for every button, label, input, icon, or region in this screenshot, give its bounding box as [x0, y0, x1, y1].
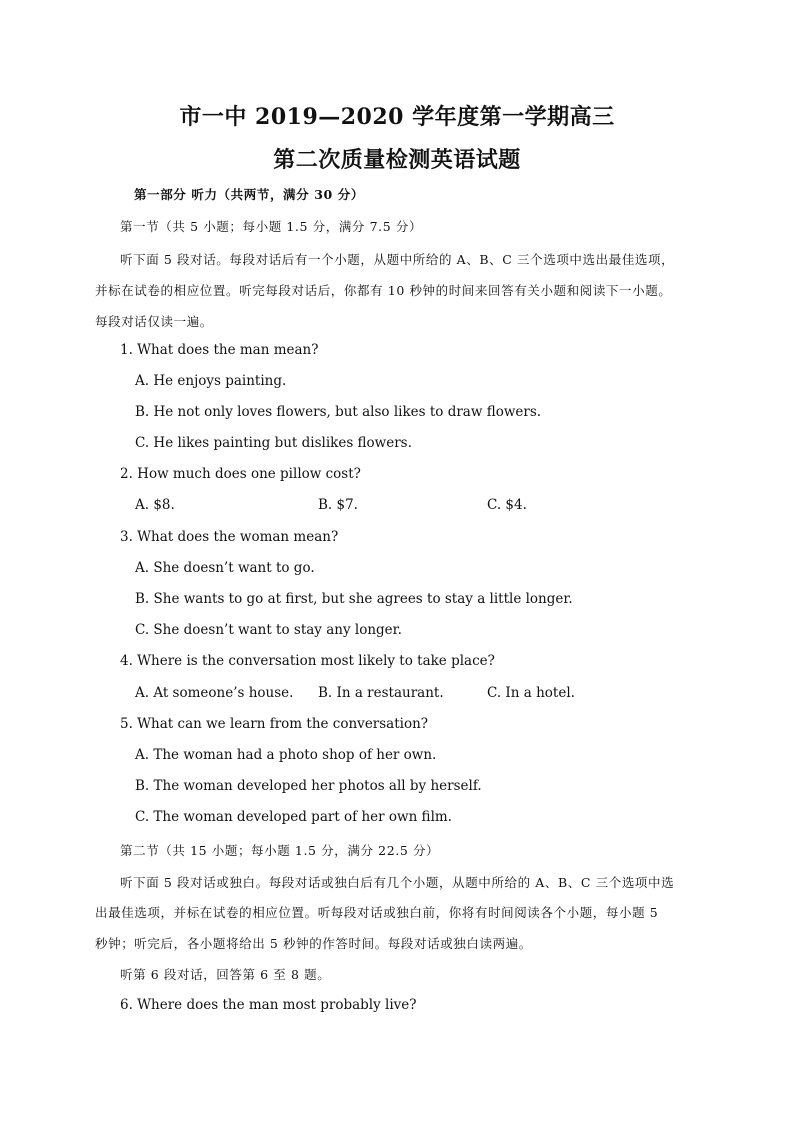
question-5-option-a: A. The woman had a photo shop of her own.	[135, 747, 437, 763]
question-6-stem: 6. Where does the man most probably live?	[120, 997, 417, 1013]
section1-heading: 第一节（共 5 小题；每小题 1.5 分，满分 7.5 分）	[120, 219, 423, 234]
section2-instruction-3: 秒钟；听完后，各小题将给出 5 秒钟的作答时间。每段对话或独白读两遍。	[95, 936, 532, 951]
question-1-option-c: C. He likes painting but dislikes flowers.	[135, 435, 412, 451]
question-5-stem: 5. What can we learn from the conversation?	[120, 716, 429, 732]
question-1-option-a: A. He enjoys painting.	[135, 373, 287, 389]
question-3-option-c: C. She doesn’t want to stay any longer.	[135, 622, 402, 638]
question-4-option-c: C. In a hotel.	[487, 685, 575, 701]
question-4-option-a: A. At someone’s house.	[135, 685, 294, 701]
question-2-option-a: A. $8.	[135, 497, 175, 513]
exam-title-line2: 第二次质量检测英语试题	[273, 147, 521, 173]
section1-instruction-1: 听下面 5 段对话。每段对话后有一个小题，从题中所给的 A、B、C 三个选项中选出最佳选项，	[120, 252, 675, 267]
question-5-option-b: B. The woman developed her photos all by herself.	[135, 778, 482, 794]
question-1-stem: 1. What does the man mean?	[120, 342, 319, 358]
section2-group-note: 听第 6 段对话，回答第 6 至 8 题。	[120, 967, 331, 982]
question-2-option-c: C. $4.	[487, 497, 527, 513]
section2-instruction-1: 听下面 5 段对话或独白。每段对话或独白后有几个小题，从题中所给的 A、B、C 三个选项中选	[120, 875, 675, 890]
exam-title-line1: 市一中 2019—2020 学年度第一学期高三	[179, 104, 615, 130]
section1-instruction-3: 每段对话仅读一遍。	[95, 314, 213, 329]
question-2-stem: 2. How much does one pillow cost?	[120, 466, 361, 482]
question-3-option-b: B. She wants to go at first, but she agrees to stay a little longer.	[135, 591, 573, 607]
question-3-option-a: A. She doesn’t want to go.	[135, 560, 315, 576]
question-3-stem: 3. What does the woman mean?	[120, 529, 339, 545]
question-5-option-c: C. The woman developed part of her own film.	[135, 809, 452, 825]
question-4-stem: 4. Where is the conversation most likely to take place?	[120, 653, 495, 669]
section2-heading: 第二节（共 15 小题；每小题 1.5 分，满分 22.5 分）	[120, 843, 440, 858]
section2-instruction-2: 出最佳选项，并标在试卷的相应位置。听每段对话或独白前，你将有时间阅读各个小题，每小题 5	[95, 905, 659, 920]
question-1-option-b: B. He not only loves flowers, but also likes to draw flowers.	[135, 404, 542, 420]
part1-heading: 第一部分 听力（共两节，满分 30 分）	[134, 187, 364, 202]
section1-instruction-2: 并标在试卷的相应位置。听完每段对话后，你都有 10 秒钟的时间来回答有关小题和阅读下一小题。	[95, 283, 672, 298]
question-4-option-b: B. In a restaurant.	[318, 685, 444, 701]
question-2-option-b: B. $7.	[318, 497, 358, 513]
